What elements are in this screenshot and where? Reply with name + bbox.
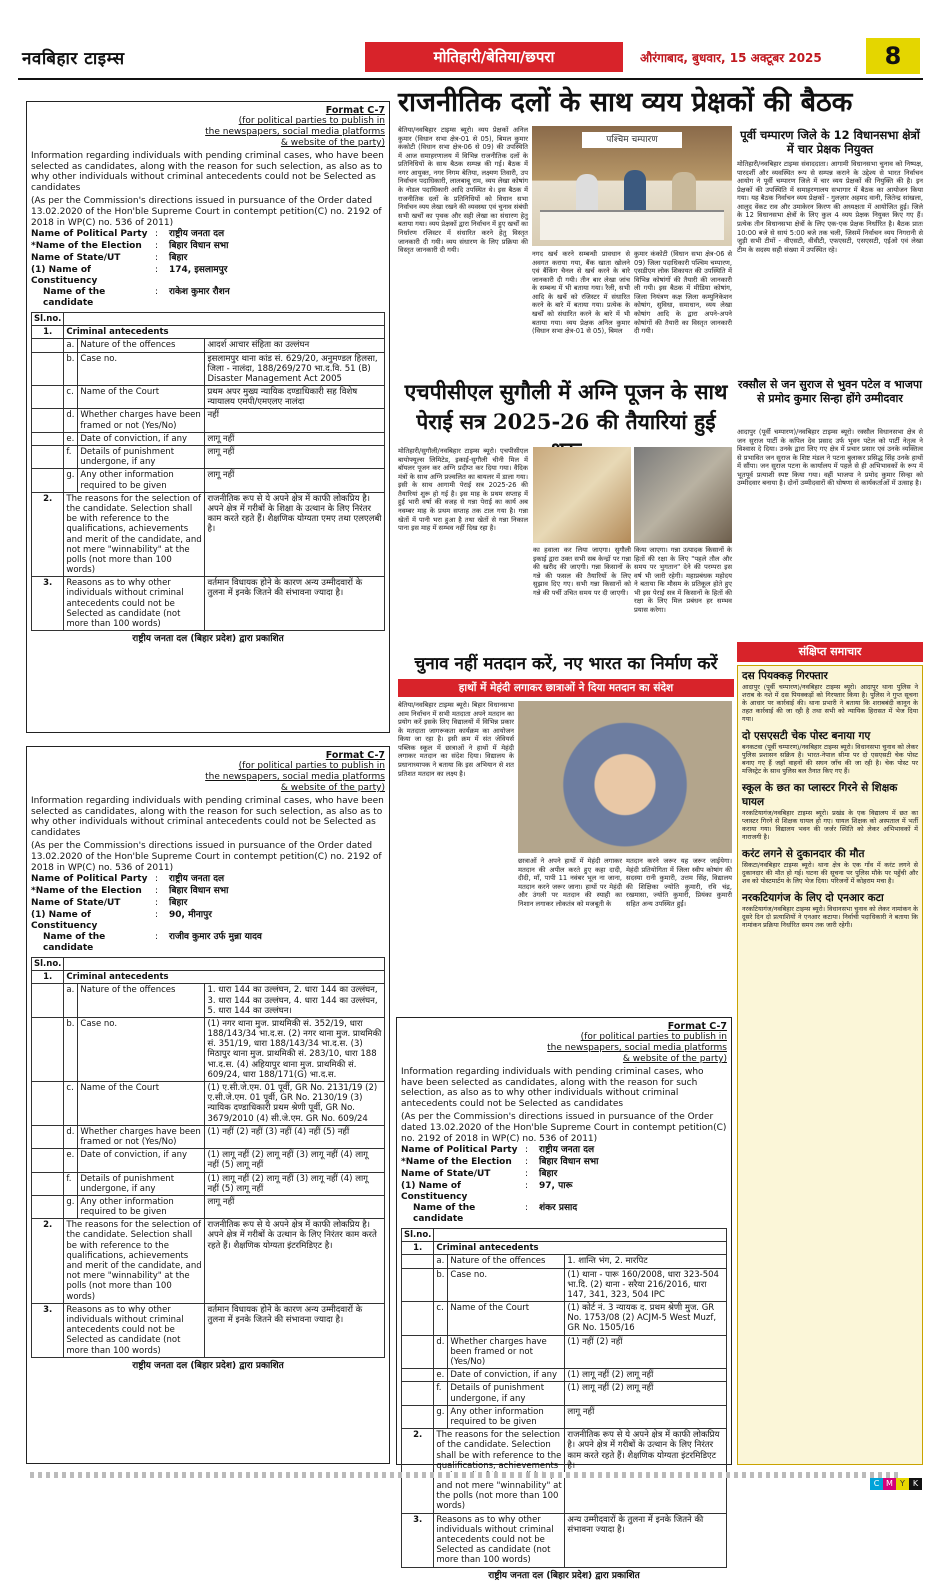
format-intro: Information regarding individuals with pending criminal cases, who have been selected as candidates, along with the reason for such selection, as also as to why other individuals without criminal antecedents could not be Selected as candidates — [31, 795, 384, 839]
form-text: 90, मीनापुर — [169, 909, 212, 920]
cmyk-m: M — [883, 1478, 896, 1490]
table-cell — [32, 469, 64, 492]
form-text: बिहार — [169, 252, 188, 263]
table-cell: Criminal antecedents — [434, 1242, 727, 1255]
table-cell: g. — [434, 1405, 448, 1428]
table-cell: a. — [434, 1255, 448, 1268]
table-cell: Whether charges have been framed or not (Yes/No) — [78, 409, 205, 432]
form-text: : — [155, 264, 159, 275]
criminal-antecedents-table — [401, 1228, 727, 1568]
candidate-row — [31, 287, 385, 309]
format-subtitle: (for political parties to publish in — [238, 761, 385, 772]
format-subtitle: (for political parties to publish in — [238, 116, 385, 127]
election-row — [401, 1157, 727, 1168]
party-row — [31, 229, 385, 240]
table-cell: 1. — [32, 971, 64, 984]
table-cell: नहीं — [205, 409, 385, 432]
table-cell — [32, 446, 64, 469]
header-rule — [18, 78, 923, 80]
table-cell: Name of the Court — [78, 1082, 205, 1126]
form-text: : — [525, 1168, 529, 1179]
photo-banner: पश्चिम चम्पारण — [582, 132, 682, 148]
article2-col2: का हवाला कर लिया जाएगा। सुगौली इकाई द्वारा उक्त सभी सब केन्द्रों पर गन्ना की खरीद की जाएगी। गन्ना किसानों के गन्ने की फसल की तैयारियों के लिए सुझाव दिए गए। सभी गन्ना किसानों को गन्ने की पर्ची उचित समय पर दी जाएगी। — [533, 546, 631, 597]
table-cell: लागू नहीं — [205, 1195, 385, 1218]
photo-person — [624, 170, 646, 210]
table-cell: Sl.no. — [32, 957, 64, 970]
table-cell: Details of punishment undergone, if any — [448, 1382, 565, 1405]
page-number: 8 — [866, 38, 920, 74]
table-cell — [402, 1405, 434, 1428]
table-cell: (1) नहीं (2) नहीं (3) नहीं (4) नहीं (5) नहीं — [205, 1125, 385, 1148]
table-cell: आदर्श आचार संहिता का उल्लंघन — [205, 339, 385, 352]
table-cell: c. — [434, 1302, 448, 1336]
article2-headline-line2: पेराई सत्र 2025-26 की तैयारियां हुई — [416, 409, 716, 434]
article3-col2: छात्राओं ने अपने हाथों में मेहंदी लगाकर मतदान की अपील करते हुए कहा दादी, दीदी, माँ, पापी 11 नवंबर भूल ना जाना, मतदान करने जरूर जाना। हाथों पर मेहंदी और उंगली पर मतदान की स्याही का निशान लगाकर लोकतंत्र को मजबूती के — [518, 857, 622, 908]
table-cell: Whether charges have been framed or not (Yes/No) — [78, 1125, 205, 1148]
article1-side-body: मोतिहारी/नवबिहार टाइम्स संवाददाता। आगामी विधानसभा चुनाव को निष्पक्ष, पारदर्शी और व्यवस्थित रूप से सम्पन्न कराने के उद्देश्य से भारत निर्वाचन आयोग ने पूर्वी चम्पारण जिले में चार व्यय प्रेक्षकों की नियुक्ति की है। इन प्रेक्षकों की उपस्थिति में समाहरणालय सभागार में बैठक का आयोजन किया गया। यह बैठक निर्वाचन व्यय प्रेक्षकों - गुलज़ार अहमद वानी, जितेन्द्र सांखला, आलुद वेंकट राव और उमाकेरन किरण की अध्यक्षता में आयोजित हुई। जिले के 12 विधानसभा क्षेत्रों के लिए कुल 4 व्यय प्रेक्षक नियुक्त किए गए हैं। प्रत्येक तीन विधानसभा क्षेत्रों के लिए एक-एक प्रेक्षक निर्धारित है। बैठक प्रातः 10:00 बजे से सायं 5:00 बजे तक चली, जिसमें निर्वाचन व्यय निगरानी से जुड़ी सभी टीमों - वीएसटी, वीवीटी, एफएसटी, एसएसटी, एईओ एवं लेखा टीम के सदस्य सही संख्या में उपस्थित रहे। — [737, 160, 923, 254]
table-cell: (1) कोर्ट नं. 3 न्यायक द. प्रथम श्रेणी मुज. GR No. 1753/08 (2) ACJM-5 West Muzf, GR No. 1505/16 — [565, 1302, 727, 1336]
table-cell: Name of the Court — [78, 386, 205, 409]
article3-col3: मतदान करने जरूर यह जरूर जाईयेगा। मेहंदी प्रतियोगिता में जिला स्वीप कोषांग की सदस्या रानी कुमारी, उत्तम सिंह, विद्यालय की शिक्षिका ज्योति कुमारी, रवि चंद्र, रखमासा, ज्योति कुमारी, प्रियंका कुमारी सहित अन्य उपस्थित हुईं। — [626, 857, 732, 908]
table-cell: (1) नगर थाना मुज. प्राथमिकी सं. 352/19, धारा 188/143/34 भा.द.स. (2) नगर थाना मुज. प्राथमिकी सं. 351/19, धारा 188/143/34 भा.द.स. (3) मिठापुर थाना मुज. प्राथमिकी सं. 283/10, धारा 188 भा.द.स. (4) अहियापुर थाना मुज. प्राथमिकी सं. 609/24, धारा 188/171(G) भा.द.स. — [205, 1017, 385, 1081]
table-cell: Date of conviction, if any — [78, 432, 205, 445]
table-cell: e. — [434, 1369, 448, 1382]
constituency-row — [31, 265, 385, 287]
form-text: : — [155, 886, 159, 897]
form-text: Name of Political Party — [401, 1145, 518, 1156]
article1-side-headline: पूर्वी चम्पारण जिले के 12 विधानसभा क्षेत्रों में चार प्रेक्षक नियुक्त — [740, 128, 920, 156]
photo-person — [576, 174, 598, 210]
form-text: : — [525, 1157, 529, 1168]
form-text: Name of the candidate — [43, 287, 106, 309]
table-cell: Case no. — [78, 352, 205, 386]
table-cell: 1. धारा 144 का उल्लंघन, 2. धारा 144 का उल्लंघन, 3. धारा 144 का उल्लंघन, 4. धारा 144 का उल्लंघन, 5. धारा 144 का उल्लंघन। — [205, 984, 385, 1018]
cmyk-k: K — [909, 1478, 922, 1490]
table-cell: f. — [434, 1382, 448, 1405]
table-cell: (1) नहीं (2) नहीं — [565, 1335, 727, 1369]
brief-news-item: दस पियक्कड़ गिरफ्तार आदापुर (पूर्वी चम्पारण)/नवबिहार टाइम्स ब्यूरो। आदापुर थाना पुलिस ने शराब के नशे में दस पियक्कड़ों को गिरफ्तार किया है। पुलिस ने गुप्त सूचना के आधार पर कार्रवाई की। थाना प्रभारी ने बताया कि शराबबंदी कानून के तहत कार्रवाई की जा रही है तथा सभी को न्यायिक हिरासत में भेज दिया गया। — [742, 670, 918, 723]
state-row — [31, 898, 385, 909]
table-cell: लागू नहीं — [205, 469, 385, 492]
format-subtitle: (for political parties to publish in — [580, 1032, 727, 1043]
cmyk-marks — [870, 1478, 922, 1490]
format-subtitle: the newspapers, social media platforms — [205, 127, 385, 138]
table-cell: Name of the Court — [448, 1302, 565, 1336]
brief-news-item: स्कूल के छत का प्लास्टर गिरने से शिक्षक घायल नरकटियागंज/नवबिहार टाइम्स ब्यूरो। प्रखंड के एक विद्यालय में छत का प्लास्टर गिरने से शिक्षक घायल हो गए। घायल शिक्षक को अस्पताल में भर्ती कराया गया। विद्यालय भवन की जर्जर स्थिति को लेकर अभिभावकों में नाराजगी है। — [742, 782, 918, 841]
table-cell: Criminal antecedents — [64, 326, 385, 339]
table-cell — [434, 1228, 727, 1241]
format-c7-box — [26, 101, 390, 733]
article1-col2: नगद खर्च करने सम्बन्धी प्रावधान से अवगत कराया गया, बैंक खाता खोलने एवं बैंकिंग चैनल से खर्च करने के बारे जानकारी दी गयी। तीन बार लेखा जांच के सम्बन्ध में भी बताया गया। रैली, सभी आदि के खर्चे को रजिस्टर में संधारित करने के बारे में बताया गया। प्रत्येक के खर्चों को संधारित करने के बारे में भी बताया गया। व्यय प्रेक्षक अनिल कुमार (विधान सभा क्षेत्र-01 से 05), बिमल — [532, 250, 630, 336]
table-cell: c. — [64, 1082, 78, 1126]
table-cell — [402, 1369, 434, 1382]
form-text: (1) Name of Constituency — [401, 1180, 468, 1202]
table-cell: वर्तमान विधायक होने के कारण अन्य उम्मीदवारों के तुलना में इनके जितने की संभावना ज्यादा है। — [205, 577, 385, 631]
article2-col1: मोतिहारी/सुगौली/नवबिहार टाइम्स ब्यूरो। एचपीसीएल बायोफ्यूल्स लिमिटेड, इकाई-सुगौली चीनी मिल में बॉयलर पूजन कर अग्नि प्रदीप्त कर दिया गया। वैदिक मंत्रों के साथ अग्नि प्रज्वलित का बायलर में डाला गया। इसी के साथ आगामी पेराई सत्र 2025-26 की तैयारियां शुरू हो गई है। इस माह के प्रथम सप्ताह में हुई भारी वर्षा की वजह से गन्ना पेराई का कार्य अब नवम्बर माह के प्रथम सप्ताह तक टाल गया है। गन्ना खेतों में पानी भरा हुआ है तथा खेतों से गन्ना निकाल पाना इस माह में सम्भव नहीं दिख रहा है। — [398, 447, 528, 533]
format-intro: Information regarding individuals with pending criminal cases, who have been selected as candidates, along with the reason for such selection, as also as to why other individuals without criminal antecedents could not be Selected as candidates — [31, 150, 384, 194]
candidate-row — [31, 932, 385, 954]
table-cell — [32, 1125, 64, 1148]
election-row — [31, 886, 385, 897]
dateline: औरंगाबाद, बुधवार, 15 अक्टूबर 2025 — [640, 51, 822, 65]
party-row — [401, 1145, 727, 1156]
form-text: : — [155, 252, 159, 263]
form-text: शंकर प्रसाद — [539, 1203, 578, 1214]
table-cell: 1. — [402, 1242, 434, 1255]
table-cell: a. — [64, 984, 78, 1018]
article2-side-body: आदापुर (पूर्वी चम्पारण)/नवबिहार टाइम्स ब्यूरो। रक्सौल विधानसभा क्षेत्र से जन सुराज पार्टी के कपिल देव प्रसाद उर्फ भुवन पटेल को पार्टी नेतृत्व ने विश्वास दे दिया। उनके द्वारा लिए गए क्षेत्र में प्रचार प्रसार एवं उनके व्यक्तित्व से प्रभावित जन सुराज के शिष्ट मंडल ने पटना बुलाकर प्रसिद्ध सिंह उनके हाथों में सौंपा। जन सुराज पटना के कार्यालय में पहले से ही अभिभावकों के रूप में भूतपूर्व प्रत्याशी स्पष्ट किया गया। वहीं भाजपा ने प्रमोद कुमार सिन्हा को उम्मीदवार बनाया है। दोनों उम्मीदवारों की घोषणा से कार्यकर्ताओं में उत्साह है। — [737, 428, 923, 488]
state-row — [401, 1169, 727, 1180]
table-cell: 2. — [32, 1219, 64, 1304]
format-title: Format C-7 — [325, 105, 385, 116]
table-cell — [32, 432, 64, 445]
table-cell: Reasons as to why other individuals without criminal antecedents could not be Selected as candidate (not more than 100 words) — [434, 1513, 565, 1567]
criminal-antecedents-table — [31, 312, 385, 631]
format-subtitle: & website of the party) — [622, 1053, 727, 1064]
brief-news-panel — [737, 665, 923, 1465]
brief-news-item: दो एसएसटी चेक पोस्ट बनाया गए बनकटवा (पूर्वी चम्पारण)/नवबिहार टाइम्स ब्यूरो। विधानसभा चुनाव को लेकर पुलिस प्रशासन सक्रिय है। भारत-नेपाल सीमा पर दो एसएसटी चेक पोस्ट बनाए गए हैं जहाँ वाहनों की सघन जाँच की जा रही है। चेक पोस्ट पर मजिस्ट्रेट के साथ पुलिस बल तैनात किए गए हैं। — [742, 730, 918, 775]
form-text: : — [525, 1203, 529, 1214]
article3-photo — [518, 701, 732, 853]
table-cell: b. — [64, 352, 78, 386]
table-cell: (1) लागू नहीं (2) लागू नहीं (3) लागू नहीं (4) लागू नहीं (5) लागू नहीं — [205, 1149, 385, 1172]
table-cell: Date of conviction, if any — [448, 1369, 565, 1382]
form-text: राष्ट्रीय जनता दल — [169, 229, 225, 240]
form-text: : — [525, 1180, 529, 1191]
table-cell: 3. — [32, 1303, 64, 1357]
form-text: राकेश कुमार रौशन — [169, 287, 230, 298]
format-c7-box — [26, 746, 390, 1464]
form-text: *Name of the Election — [31, 886, 142, 897]
article2-side-headline: रक्सौल से जन सुराज से भुवन पटेल व भाजपा से प्रमोद कुमार सिन्हा होंगे उम्मीदवार — [737, 378, 923, 405]
form-text: Name of State/UT — [401, 1168, 491, 1179]
format-intro: Information regarding individuals with pending criminal cases, who have been selected as candidates, along with the reason for such selection, as also as to why other individuals without criminal antecedents could not be Selected as candidates — [401, 1066, 704, 1110]
table-cell: b. — [64, 1017, 78, 1081]
article1-headline: राजनीतिक दलों के साथ व्यय प्रेक्षकों की बैठक — [398, 87, 853, 118]
format-directions: (As per the Commission's directions issued in pursuance of the Order dated 13.02.2020 of the Hon'ble Supreme Court in contempt petition(C) no. 2192 of 2018 in WP(C) no. 536 of 2011) — [401, 1111, 727, 1144]
table-cell: d. — [434, 1335, 448, 1369]
table-cell: 2. — [402, 1429, 434, 1514]
table-cell: Nature of the offences — [78, 339, 205, 352]
table-cell: d. — [64, 409, 78, 432]
form-text: 97, पारू — [539, 1180, 573, 1191]
candidate-row — [401, 1203, 727, 1225]
table-cell: Sl.no. — [402, 1228, 434, 1241]
form-text: (1) Name of Constituency — [31, 264, 98, 286]
page-header — [0, 0, 945, 78]
format-subtitle: the newspapers, social media platforms — [205, 772, 385, 783]
article1-col3: कुमार कंकोटी (विधान सभा क्षेत्र-06 से 09) जिला पदाधिकारी पश्चिम चम्पारण, एसडीएम लोक शिकायत की उपस्थिति में विभिन्न कोषांगों की तैयारी की जानकारी ली गयी। इस बैठक में मीडिया कोषांग, जिला नियंत्रण कक्ष जिला कम्युनिकेशन कोषांग, सुविधा, समाधान, व्यय लेखा कोषांग आदि के द्वारा अपने-अपने कोषांगों की तैयारी का विस्तृत जानकारी दी गयी। — [634, 250, 732, 336]
format-directions: (As per the Commission's directions issued in pursuance of the Order dated 13.02.2020 of the Hon'ble Supreme Court in contempt petition(C) no. 2192 of 2018 in WP(C) no. 536 of 2011) — [31, 840, 382, 873]
table-cell — [32, 339, 64, 352]
table-cell: f. — [64, 446, 78, 469]
table-cell — [32, 1172, 64, 1195]
form-text: *Name of the Election — [31, 241, 142, 252]
article3-subhead: हाथों में मेहंदी लगाकर छात्राओं ने दिया मतदान का संदेश — [398, 679, 734, 697]
table-cell — [32, 1195, 64, 1218]
format-subtitle: the newspapers, social media platforms — [547, 1043, 727, 1054]
brief-news-title: संक्षिप्त समाचार — [737, 642, 923, 662]
article2-photo-right — [634, 447, 732, 543]
table-cell: Reasons as to why other individuals without criminal antecedents could not be Selected as candidate (not more than 100 words) — [64, 1303, 205, 1357]
table-cell: लागू नहीं — [205, 432, 385, 445]
article1-photo — [532, 126, 732, 246]
article3-headline: चुनाव नहीं मतदान करें, नए भारत का निर्माण करें — [414, 654, 718, 674]
table-cell: (1) लागू नहीं (2) लागू नहीं (3) लागू नहीं (4) लागू नहीं (5) लागू नहीं — [205, 1172, 385, 1195]
form-text: बिहार विधान सभा — [169, 886, 229, 897]
table-cell: (1) ए.सी.जे.एम. 01 पूर्वी, GR No. 2131/19 (2) ए.सी.जे.एम. 01 पूर्वी, GR No. 2130/19 (3) न्यायिक दण्डाधिकारी प्रथम श्रेणी पूर्वी, GR No. 3679/2010 (4) सी.जे.एम. GR No. 609/24 — [205, 1082, 385, 1126]
form-text: राष्ट्रीय जनता दल — [539, 1145, 595, 1156]
table-cell: Sl.no. — [32, 312, 64, 325]
form-text: : — [155, 241, 159, 252]
table-cell: The reasons for the selection of the candidate. Selection shall be with reference to the qualifications, achievements and merit of the candidate, and not mere "winnability" at the polls (not more than 100 words) — [64, 1219, 205, 1304]
format-c7-box — [396, 1017, 732, 1581]
table-cell: इसलामपुर थाना कांड सं. 629/20, अनुमण्डल हिलसा, जिला - नालंदा, 188/269/270 भा.द.वि. 51 (B) Disaster Management Act 2005 — [205, 352, 385, 386]
table-cell — [32, 386, 64, 409]
table-cell: c. — [64, 386, 78, 409]
cmyk-c: C — [870, 1478, 883, 1490]
form-text: : — [525, 1145, 529, 1156]
table-cell: राजनीतिक रूप से ये अपने क्षेत्र में काफी लोकप्रिय है। अपने क्षेत्र में गरीबों के शिक्षा के उत्थान के लिए निरंतर काम करते रहते हैं। शैक्षणिक योग्यता एमए तथा एलएलबी है। — [205, 492, 385, 577]
form-text: Name of the candidate — [413, 1203, 476, 1225]
table-cell — [32, 1149, 64, 1172]
form-text: : — [155, 897, 159, 908]
table-cell: राजनीतिक रूप से ये अपने क्षेत्र में काफी लोकप्रिय है। अपने क्षेत्र में गरीबों के उत्थान के लिए निरंतर काम करते रहते हैं। शैक्षणिक योग्यता इंटरमिडिएट है। — [205, 1219, 385, 1304]
table-cell: e. — [64, 1149, 78, 1172]
table-cell — [64, 312, 385, 325]
table-cell — [32, 1017, 64, 1081]
table-cell: 2. — [32, 492, 64, 577]
table-cell — [32, 984, 64, 1018]
table-cell: Any other information required to be given — [448, 1405, 565, 1428]
table-cell: The reasons for the selection of the candidate. Selection shall be with reference to the qualifications, achievements and merit of the candidate, and not mere "winnability" at the polls (not more than 100 words) — [64, 492, 205, 577]
form-text: बिहार विधान सभा — [169, 241, 229, 252]
table-cell — [402, 1268, 434, 1302]
format-directions: (As per the Commission's directions issued in pursuance of the Order dated 13.02.2020 of the Hon'ble Supreme Court in contempt petition(C) no. 2192 of 2018 in WP(C) no. 536 of 2011) — [31, 195, 382, 228]
form-text: (1) Name of Constituency — [31, 909, 98, 931]
table-cell — [32, 352, 64, 386]
form-text: : — [155, 287, 159, 298]
table-cell — [402, 1302, 434, 1336]
table-cell — [32, 409, 64, 432]
table-cell: Details of punishment undergone, if any — [78, 1172, 205, 1195]
table-cell: प्रथम अपर मुख्य न्यायिक दण्डाधिकारी सह विशेष न्यायालय एमपी/एमएलए नालंदा — [205, 386, 385, 409]
article2-col3: किया जाएगा। गन्ना उत्पादक किसानों के हितों की रक्षा के लिए "पहले तौल और समय पर भुगतान" देने की परम्परा इस वर्ष भी जारी रहेगी। महाप्रबंधक महोदय ने बताया कि मौसम के प्रतिकूल होते हुए भी इस पेराई सत्र में किसानों के हितों की रक्षा के लिए मिल प्रबंधन हर सम्भव प्रयास करेगा। — [634, 546, 732, 615]
format-subtitle: & website of the party) — [280, 782, 385, 793]
table-cell: लागू नहीं — [205, 446, 385, 469]
table-cell: Whether charges have been framed or not (Yes/No) — [448, 1335, 565, 1369]
criminal-antecedents-table — [31, 957, 385, 1358]
table-cell: (1) लागू नहीं (2) लागू नहीं — [565, 1369, 727, 1382]
form-text: Name of Political Party — [31, 874, 148, 885]
table-cell: लागू नहीं — [565, 1405, 727, 1428]
format-footer: राष्ट्रीय जनता दल (बिहार प्रदेश) द्वारा प्रकाशित — [488, 1570, 640, 1581]
table-cell: Any other information required to be given — [78, 1195, 205, 1218]
table-cell: e. — [64, 432, 78, 445]
format-title: Format C-7 — [325, 750, 385, 761]
form-text: बिहार — [539, 1168, 558, 1179]
format-title: Format C-7 — [667, 1021, 727, 1032]
table-cell: Criminal antecedents — [64, 971, 385, 984]
format-footer: राष्ट्रीय जनता दल (बिहार प्रदेश) द्वारा प्रकाशित — [132, 634, 284, 645]
form-text: Name of State/UT — [31, 897, 121, 908]
table-cell: Details of punishment undergone, if any — [78, 446, 205, 469]
section-label: मोतिहारी/बेतिया/छपरा — [365, 42, 623, 72]
form-text: बिहार विधान सभा — [539, 1157, 599, 1168]
form-text: Name of the candidate — [43, 932, 106, 954]
form-text: : — [155, 909, 159, 920]
form-text: Name of State/UT — [31, 252, 121, 263]
cmyk-y: Y — [896, 1478, 909, 1490]
brief-news-item: करंट लगने से दुकानदार की मौत सिकटा/नवबिहार टाइम्स ब्यूरो। थाना क्षेत्र के एक गाँव में करंट लगने से दुकानदार की मौत हो गई। घटना की सूचना पर पुलिस मौके पर पहुँची और शव को पोस्टमार्टम के लिए भेज दिया। परिजनों में कोहराम मचा है। — [742, 848, 918, 885]
table-cell — [32, 1082, 64, 1126]
photo-table — [540, 210, 724, 240]
table-cell: अन्य उम्मीदवारों के तुलना में इनके जितने की संभावना ज्यादा है। — [565, 1513, 727, 1567]
table-cell — [402, 1335, 434, 1369]
table-cell: (1) थाना - पारू 160/2008, धारा 323-504 भा.दि. (2) थाना - सरैया 216/2016, धारा 147, 341, 323, 504 IPC — [565, 1268, 727, 1302]
form-text: 174, इसलामपुर — [169, 264, 228, 275]
print-registration-strip — [30, 1472, 900, 1478]
table-cell — [402, 1255, 434, 1268]
state-row — [31, 253, 385, 264]
table-cell: Case no. — [448, 1268, 565, 1302]
masthead: नवबिहार टाइम्स — [22, 49, 125, 69]
table-cell: Nature of the offences — [78, 984, 205, 1018]
photo-person — [672, 172, 696, 210]
table-cell: a. — [64, 339, 78, 352]
table-cell: 3. — [402, 1513, 434, 1567]
party-row — [31, 874, 385, 885]
table-cell: Nature of the offences — [448, 1255, 565, 1268]
table-cell: राजनीतिक रूप से ये अपने क्षेत्र में काफी लोकप्रिय है। अपने क्षेत्र में गरीबों के उत्थान के लिए निरंतर काम करते रहते हैं। शैक्षणिक योग्यता इंटरमिडिएट है। — [565, 1429, 727, 1514]
form-text: *Name of the Election — [401, 1157, 512, 1168]
table-cell: 1. शान्ति भंग, 2. मारपिट — [565, 1255, 727, 1268]
table-cell: g. — [64, 1195, 78, 1218]
constituency-row — [401, 1181, 727, 1203]
form-text: : — [155, 229, 159, 240]
article1-col1: बेतिया/नवबिहार टाइम्स ब्यूरो। व्यय प्रेक्षकों अनिल कुमार (विधान सभा क्षेत्र-01 से 05), बिमल कुमार कंकोटी (विधान सभा क्षेत्र-06 से 09) की उपस्थिति में आज समाहरणालय में विभिन्न राजनीतिक दलों के प्रतिनिधियों के साथ बैठक सम्पन्न की गई। बैठक में नगर आयुक्त, नगर निगम बेतिया, लक्ष्मण तिवारी, उप निर्वाचन पदाधिकारी, लालबाबू राम, व्यय लेखा कोषांग के नोडल पदाधिकारी आदि उपस्थित थे। इस बैठक में राजनीतिक दलों के प्रतिनिधियों को विधान सभा निर्वाचन व्यय लेखा रखने की व्यवस्था एवं चुनाव संबंधी सभी खर्चों का पृथक और सही लेखा का संधारण हेतु बताया गया। व्यय प्रेक्षकों द्वारा निर्वाचन में हुए खर्चों का निर्धारण रजिस्टर में संधारित करने हेतु विस्तृत जानकारी दी गयी। व्यय संधारण के लिए प्रक्रिया की विस्तृत जानकारी दी गयी। — [398, 126, 528, 255]
form-text: Name of Political Party — [31, 229, 148, 240]
table-cell: वर्तमान विधायक होने के कारण अन्य उम्मीदवारों के तुलना में इनके जितने की संभावना ज्यादा है। — [205, 1303, 385, 1357]
table-cell: g. — [64, 469, 78, 492]
article3-col1: बेतिया/नवबिहार टाइम्स ब्यूरो। बिहार विधानसभा आम निर्वाचन में सभी मतदाता अपने मतदान का प्रयोग करें इसके लिए विद्यालयों में विभिन्न प्रकार के मतदाता जागरूकता कार्यक्रम का आयोजन किया जा रहा है। इसी क्रम में संत जेवियर्स पब्लिक स्कूल में छात्राओं ने हाथों में मेहंदी लगाकर मतदान का संदेश दिया। विद्यालय के प्रधानाध्यापक ने बताया कि इस अभियान से शत प्रतिशत मतदान का लक्ष्य है। — [398, 701, 514, 778]
table-cell: Any other information required to be given — [78, 469, 205, 492]
form-text: बिहार — [169, 897, 188, 908]
brief-news-item: नरकटियागंज के लिए दो एनआर कटा नरकटियागंज/नवबिहार टाइम्स ब्यूरो। विधानसभा चुनाव को लेकर नामांकन के दूसरे दिन दो प्रत्याशियों ने एनआर कटाया। निर्वाची पदाधिकारी ने बताया कि नामांकन प्रक्रिया निर्धारित समय तक जारी रहेगी। — [742, 892, 918, 929]
form-text: राष्ट्रीय जनता दल — [169, 874, 225, 885]
election-row — [31, 241, 385, 252]
table-cell: b. — [434, 1268, 448, 1302]
table-cell: 1. — [32, 326, 64, 339]
table-cell: d. — [64, 1125, 78, 1148]
table-cell: Case no. — [78, 1017, 205, 1081]
table-cell: f. — [64, 1172, 78, 1195]
table-cell: Date of conviction, if any — [78, 1149, 205, 1172]
article2-headline-line1: एचपीसीएल सुगौली में अग्नि पूजन के साथ — [404, 379, 728, 404]
table-cell — [402, 1382, 434, 1405]
form-text: : — [155, 874, 159, 885]
table-cell — [64, 957, 385, 970]
table-cell: (1) लागू नहीं (2) लागू नहीं — [565, 1382, 727, 1405]
form-text: : — [155, 932, 159, 943]
form-text: राजीव कुमार उर्फ मुन्ना यादव — [169, 932, 262, 943]
table-cell: Reasons as to why other individuals without criminal antecedents could not be Selected as candidate (not more than 100 words) — [64, 577, 205, 631]
table-cell: 3. — [32, 577, 64, 631]
article2-photo-left — [533, 447, 631, 543]
format-subtitle: & website of the party) — [280, 137, 385, 148]
format-footer: राष्ट्रीय जनता दल (बिहार प्रदेश) द्वारा प्रकाशित — [132, 1360, 284, 1371]
table-cell: The reasons for the selection of the candidate. Selection shall be with reference to the qualifications, achievements and not mere "winnability" at the polls (not more than 100 words) — [434, 1429, 565, 1514]
constituency-row — [31, 910, 385, 932]
